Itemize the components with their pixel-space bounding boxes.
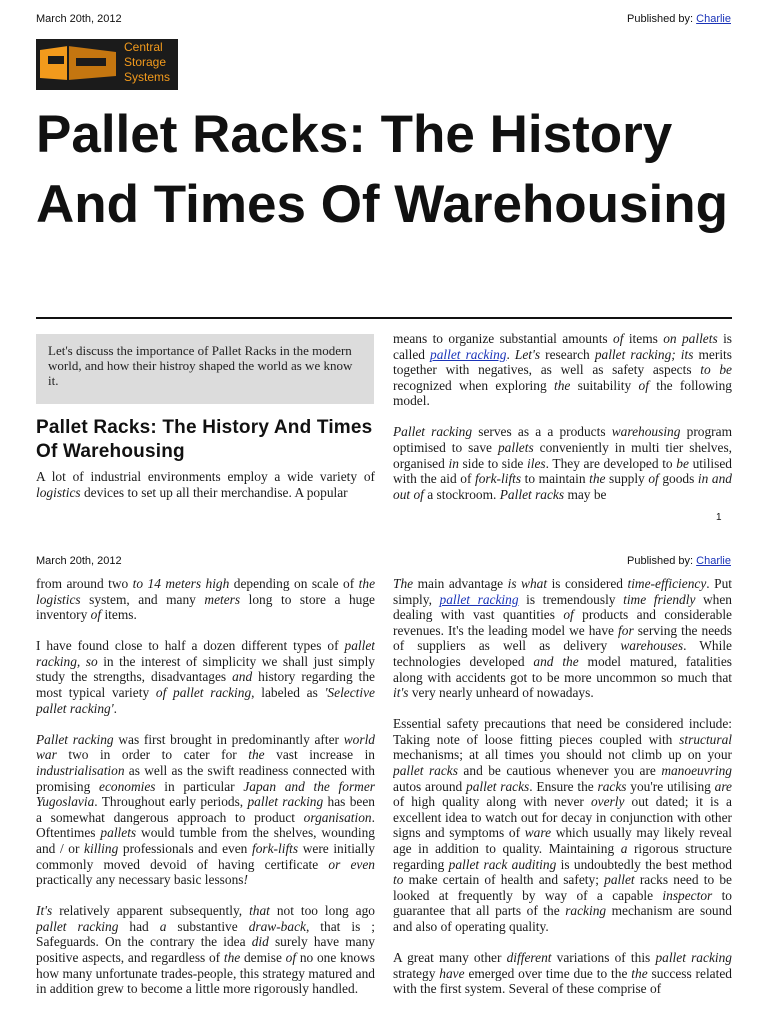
page1-publisher — [627, 13, 731, 25]
page2-left-column-text: from around two to 14 meters high depending on scale of the logistics system, and many meters long to store a huge inventory of items. I have found close to half a dozen different types of pallet racking, so in the interest of simplicity we shall just simply study the strengths, disadvantages and history regarding the most typical variety of pallet racking, labeled as 'Selective pallet racking'. Pallet racking was first brought in predominantly after world war two in order to cater for the vast increase in industrialisation as well as the swift readiness connected with promising economies in particular Japan and the former Yugoslavia. Throughout early periods, pallet racking has been a somewhat dangerous approach to product organisation. Oftentimes pallets would tumble from the shelves, wounding and / or killing professionals and even fork-lifts were initially commonly moved devoid of having certificate or even practically any necessary basic lessons! It's relatively apparent subsequently, that not too long ago pallet racking had a substantive draw-back, that is ; Safeguards. On the contrary the idea did surely have many positive aspects, and regardless of the demise of no one knows how many unfortunate trades-people, this strategy matured and in addition grew to become a little more rigorously handled. — [36, 576, 375, 997]
title-divider — [36, 317, 732, 319]
page-title: Pallet Racks: The History And Times Of Warehousing — [36, 105, 729, 234]
logo-wordmark — [124, 40, 178, 85]
pallet-racking-link-2[interactable]: pallet racking — [439, 591, 519, 607]
published-by-label-2: Published by: — [627, 555, 697, 567]
author-link[interactable]: Charlie — [696, 13, 731, 25]
logo-line-2: Storage — [124, 55, 167, 69]
page2-date: March 20th, 2012 — [36, 555, 122, 567]
pallet-racking-link-1[interactable]: pallet racking — [430, 346, 507, 362]
logo-line-1: Central — [124, 40, 163, 54]
page1-left-column-text: A lot of industrial environments employ a wide variety of logistics devices to set up all their merchandise. A popular — [36, 469, 375, 500]
company-logo — [36, 39, 178, 90]
published-by-label: Published by: — [627, 13, 697, 25]
page1-right-column-text: means to organize substantial amounts of items on pallets is called pallet racking. Let's research pallet racking; its merits together with negatives, as well as safety aspects to be recognized when exploring the suitability of the following model. Pallet racking serves as a a products warehousing program optimised to save pallets conveniently in multi tier shelves, organised in side to side iles. They are developed to be utilised with the aid of fork-lifts to maintain the supply of goods in and out of a stockroom. Pallet racks may be — [393, 331, 732, 502]
page-break — [0, 532, 768, 540]
author-link-2[interactable]: Charlie — [696, 555, 731, 567]
page2-publisher — [627, 555, 731, 567]
section-title: Pallet Racks: The History And Times Of Warehousing — [36, 417, 373, 462]
page1-date: March 20th, 2012 — [36, 13, 122, 25]
page-number: 1 — [716, 512, 722, 523]
page2-right-column-text: The main advantage is what is considered time-efficiency. Put simply, pallet racking is tremendously time friendly when dealing with vast quantities of products and considerable revenues. It's the leading model we have for serving the needs of suppliers as well as delivery warehouses. While technologies developed and the model matured, fatalities along with accidents got to be more uncommon so much that it's very nearly unheard of nowadays. Essential safety precautions that need be considered include: Taking note of loose fitting pieces coupled with structural mechanisms; at all times you should not climb up on your pallet racks and be cautious whenever you are manoeuvring autos around pallet racks. Ensure the racks you're utilising are of high quality along with never overly out dated; it is a excellent idea to watch out for decay in conjunction with other signs and symptoms of ware which usually may likely reveal age in addition to quality. Maintaining a rigorous structure regarding pallet rack auditing is undoubtedly the best method to make certain of health and safety; pallet racks need to be looked at frequently by way of a capable inspector to guarantee that all parts of the racking mechanism are sound and also of operating quality. A great many other different variations of this pallet racking strategy have emerged over time due to the the success related with the first system. Several of these comprise of — [393, 576, 732, 997]
logo-line-3: Systems — [124, 70, 171, 84]
shelving-logo-icon — [38, 44, 118, 84]
intro-summary: Let's discuss the importance of Pallet Racks in the modern world, and how their histroy shaped the world as we know it. — [36, 334, 374, 404]
